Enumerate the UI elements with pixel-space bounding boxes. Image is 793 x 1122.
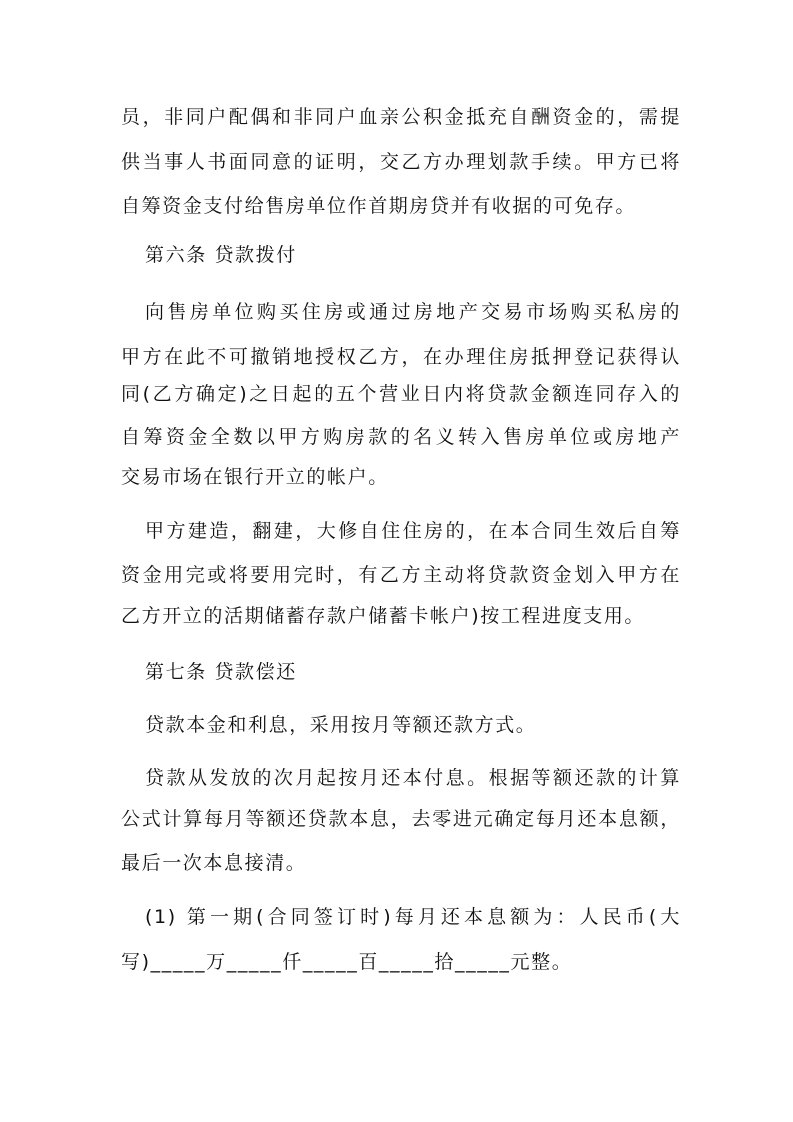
paragraph-5-line-2: 公式计算每月等额还贷款本息，去零进元确定每月还本息额， xyxy=(121,808,681,830)
paragraph-1-line-3: 自筹资金支付给售房单位作首期房贷并有收据的可免存。 xyxy=(121,195,637,217)
paragraph-2-line-3: 同(乙方确定)之日起的五个营业日内将贷款金额连同存入的 xyxy=(121,383,681,405)
paragraph-6-line-1: (1) 第一期(合同签订时)每月还本息额为：人民币(大 xyxy=(145,906,681,928)
paragraph-2-line-1: 向售房单位购买住房或通过房地产交易市场购买私房的 xyxy=(145,301,681,323)
paragraph-6-line-2: 写)_____万_____仟_____百_____拾_____元整。 xyxy=(121,951,573,973)
paragraph-5-line-1: 贷款从发放的次月起按月还本付息。根据等额还款的计算 xyxy=(145,767,681,789)
paragraph-1-line-1: 员，非同户配偶和非同户血亲公积金抵充自酬资金的，需提 xyxy=(121,106,681,128)
article-6-heading: 第六条 贷款拨付 xyxy=(145,244,297,266)
paragraph-1-line-2: 供当事人书面同意的证明，交乙方办理划款手续。甲方已将 xyxy=(121,151,681,173)
paragraph-2-line-2: 甲方在此不可撤销地授权乙方，在办理住房抵押登记获得认 xyxy=(121,346,681,368)
paragraph-3-line-3: 乙方开立的活期储蓄存款户储蓄卡帐户)按工程进度支用。 xyxy=(121,605,646,627)
paragraph-2-line-4: 自筹资金全数以甲方购房款的名义转入售房单位或房地产 xyxy=(121,426,681,448)
paragraph-2-line-5: 交易市场在银行开立的帐户。 xyxy=(121,466,389,488)
article-7-heading: 第七条 贷款偿还 xyxy=(145,661,297,683)
paragraph-3-line-1: 甲方建造，翻建，大修自住住房的，在本合同生效后自筹 xyxy=(145,520,681,542)
paragraph-4-line-1: 贷款本金和利息，采用按月等额还款方式。 xyxy=(145,714,537,736)
paragraph-5-line-3: 最后一次本息接清。 xyxy=(121,852,307,874)
paragraph-3-line-2: 资金用完或将要用完时，有乙方主动将贷款资金划入甲方在 xyxy=(121,564,681,586)
